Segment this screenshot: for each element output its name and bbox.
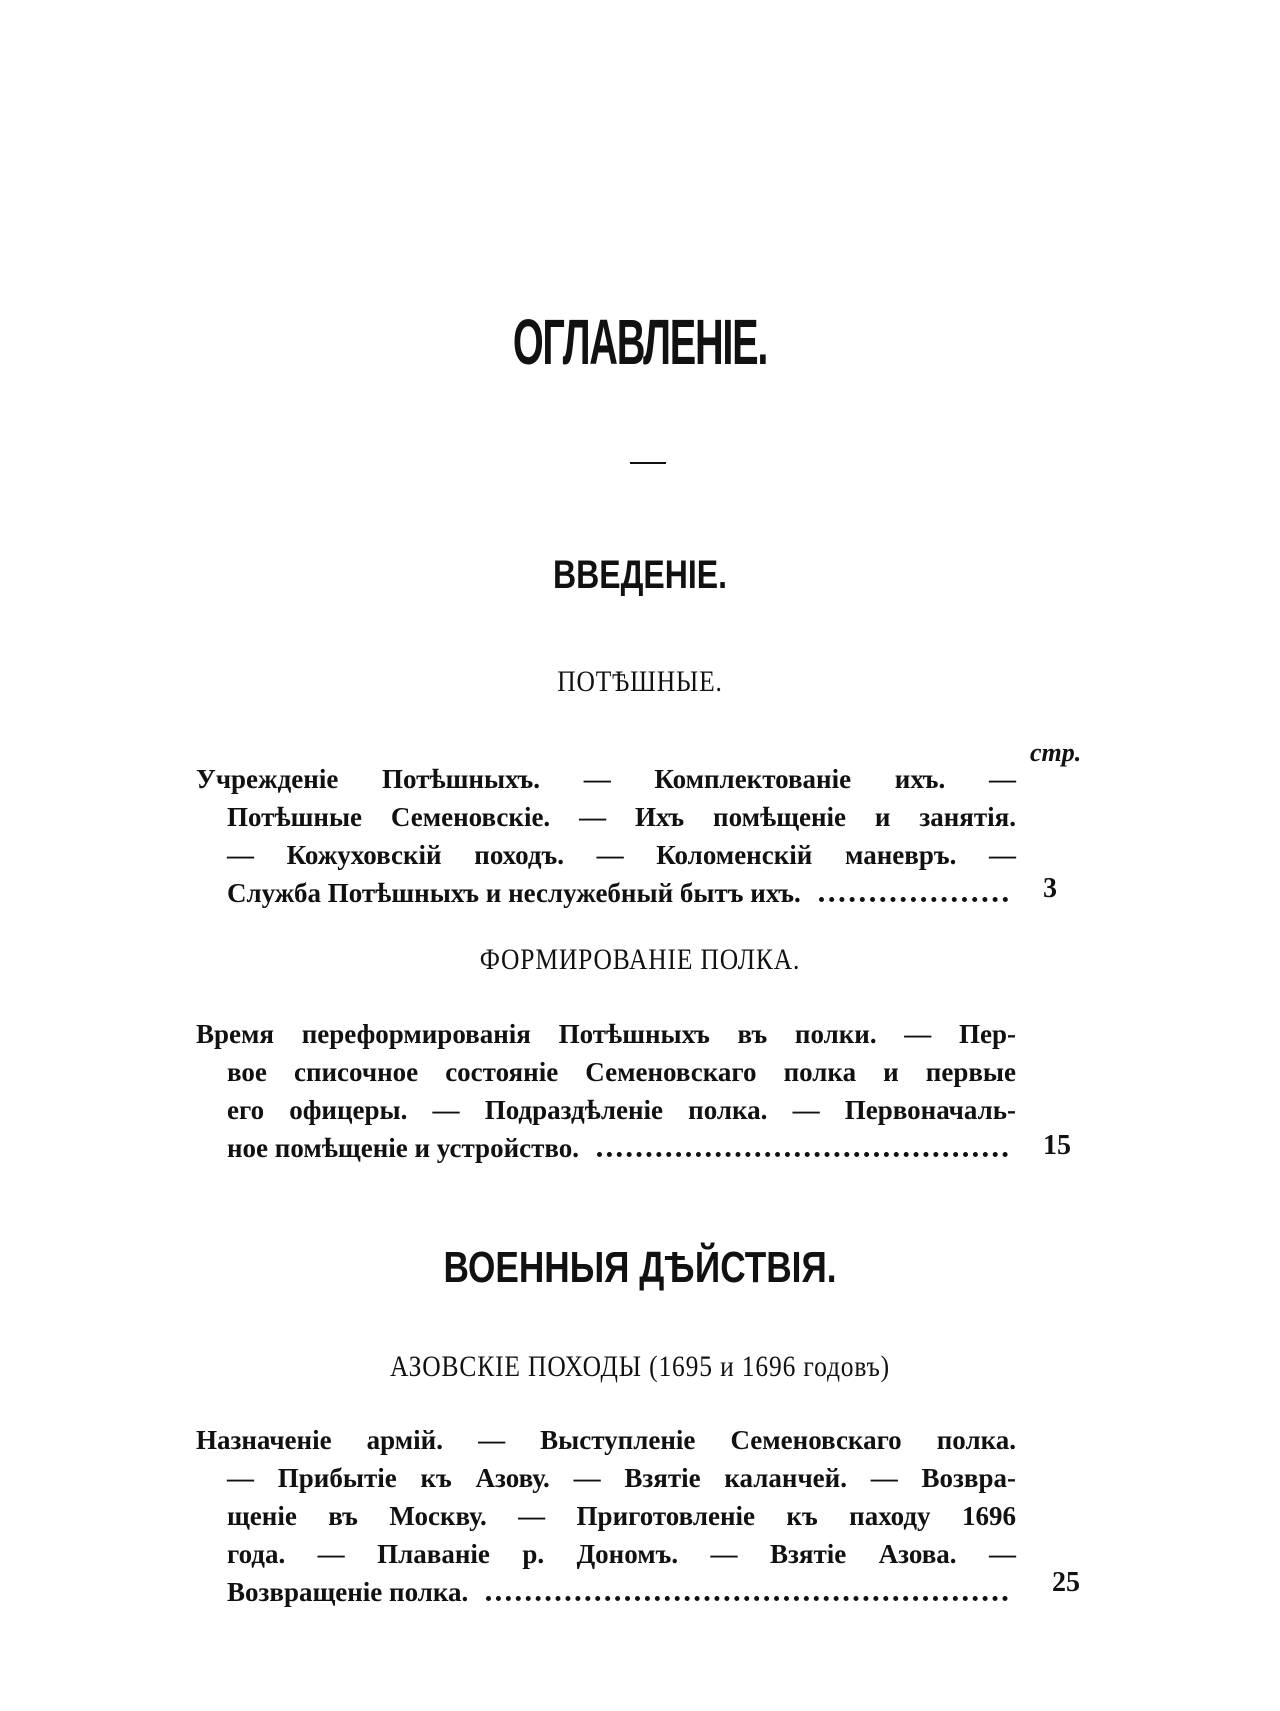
toc-entry bbox=[196, 1015, 1016, 1167]
entry-line: щеніе въ Москву. — Приготовленіе къ паходу 1696 bbox=[227, 1501, 1016, 1531]
section-title-formation: ФОРМИРОВАНІЕ ПОЛКА. bbox=[479, 943, 801, 976]
entry-line-text: ное помѣщеніе и устройство. bbox=[227, 1133, 580, 1163]
entry-line: его офицеры. — Подраздѣленіе полка. — Первоначаль- bbox=[227, 1095, 1016, 1125]
toc-entry bbox=[196, 1421, 1016, 1611]
entry-line: — Кожуховскій походъ. — Коломенскій маневръ. — bbox=[227, 840, 1016, 870]
dot-leader bbox=[819, 897, 1008, 902]
entry-line bbox=[227, 1129, 1016, 1167]
page-column-label: стр. bbox=[1030, 738, 1082, 767]
page-number: 15 bbox=[1043, 1130, 1071, 1161]
part-heading-introduction: ВВЕДЕНІЕ. bbox=[553, 553, 727, 597]
entry-line: Время переформированія Потѣшныхъ въ полки. — Пер- bbox=[196, 1019, 1016, 1049]
entry-line: года. — Плаваніе р. Дономъ. — Взятіе Азова. — bbox=[227, 1539, 1016, 1569]
entry-line bbox=[227, 1573, 1016, 1611]
entry-line: — Прибытіе къ Азову. — Взятіе каланчей. — Возвра- bbox=[227, 1463, 1016, 1493]
section-title-poteshnye: ПОТѢШНЫЕ. bbox=[557, 665, 723, 698]
toc-entry bbox=[196, 760, 1016, 912]
entry-line: Назначеніе армій. — Выступленіе Семеновскаго полка. bbox=[196, 1425, 1016, 1455]
section-title-azov-campaigns: АЗОВСКІЕ ПОХОДЫ (1695 и 1696 годовъ) bbox=[389, 1350, 891, 1383]
entry-line bbox=[227, 874, 1016, 912]
page-number: 3 bbox=[1043, 873, 1057, 904]
dot-leader bbox=[597, 1152, 1008, 1157]
entry-line: вое списочное состояніе Семеновскаго полка и первые bbox=[227, 1057, 1016, 1087]
page-number: 25 bbox=[1052, 1567, 1080, 1598]
page-title: ОГЛАВЛЕНІЕ. bbox=[512, 306, 768, 378]
entry-line: Потѣшные Семеновскіе. — Ихъ помѣщеніе и занятія. bbox=[227, 802, 1016, 832]
entry-line-text: Возвращеніе полка. bbox=[227, 1577, 469, 1607]
part-heading-military-actions: ВОЕННЫЯ ДѢЙСТВІЯ. bbox=[443, 1243, 837, 1292]
entry-line-text: Служба Потѣшныхъ и неслужебный бытъ ихъ. bbox=[227, 878, 801, 908]
entry-line: Учрежденіе Потѣшныхъ. — Комплектованіе ихъ. — bbox=[196, 764, 1016, 794]
title-divider bbox=[630, 462, 666, 464]
dot-leader bbox=[486, 1596, 1008, 1601]
